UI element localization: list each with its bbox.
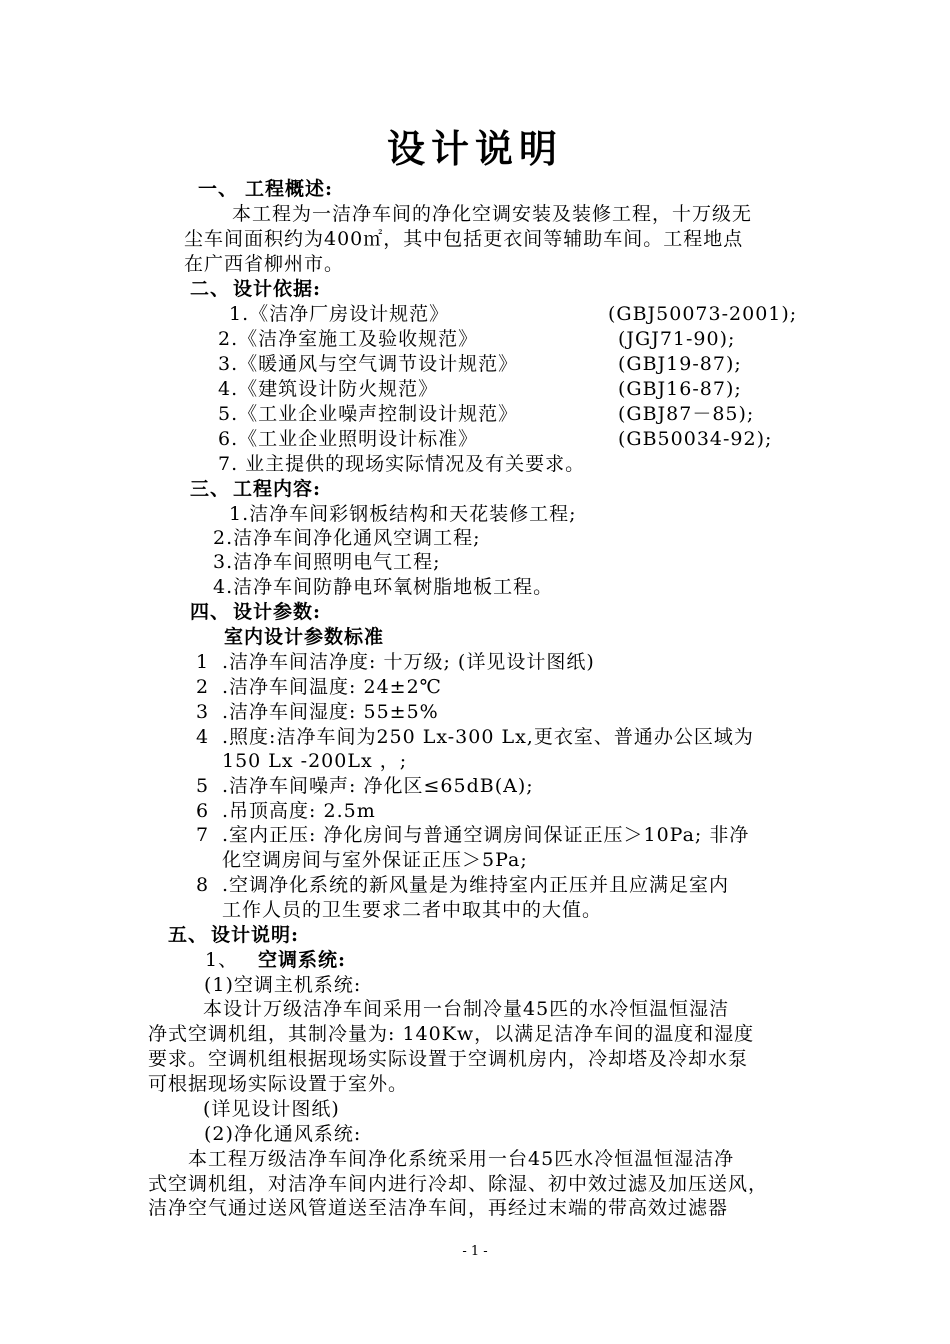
paragraph-line: 本设计万级洁净车间采用一台制冷量45匹的水冷恒温恒湿洁	[203, 998, 730, 1020]
page-title: 设计说明	[386, 126, 563, 171]
section-4-number: 四、	[190, 601, 231, 623]
reference-code: (GBJ19-87);	[618, 353, 742, 375]
reference-code: (GB50034-92);	[618, 428, 773, 450]
paragraph-line: 可根据现场实际设置于室外。	[148, 1073, 409, 1095]
reference-code: (GBJ87－85);	[618, 403, 755, 425]
param-line: .吊顶高度: 2.5m	[222, 800, 376, 822]
reference-code: (GBJ16-87);	[618, 378, 742, 400]
param-number: 3	[196, 701, 210, 723]
content-item: 3.洁净车间照明电气工程;	[213, 551, 441, 573]
section-1-paragraph-line: 本工程为一洁净车间的净化空调安装及装修工程，十万级无	[232, 203, 753, 225]
param-line: .照度:洁净车间为250 Lx-300 Lx,更衣室、普通办公区域为	[222, 726, 754, 748]
param-line: .室内正压: 净化房间与普通空调房间保证正压＞10Pa; 非净	[222, 824, 750, 846]
section-5-heading: 设计说明:	[211, 924, 300, 946]
param-line: .洁净车间噪声: 净化区≤65dB(A);	[222, 775, 534, 797]
section-1-heading: 工程概述:	[245, 178, 334, 200]
paragraph-line: 要求。空调机组根据现场实际设置于空调机房内，冷却塔及冷却水泵	[148, 1048, 749, 1070]
param-line: .洁净车间温度: 24±2℃	[222, 676, 442, 698]
section-2-heading: 设计依据:	[233, 278, 322, 300]
section-4-subheading: 室内设计参数标准	[224, 626, 385, 648]
reference-item: 7. 业主提供的现场实际情况及有关要求。	[218, 453, 586, 475]
param-number: 8	[196, 874, 210, 896]
section-3-number: 三、	[190, 478, 231, 500]
param-number: 4	[196, 726, 210, 748]
section-5-number: 五、	[168, 924, 209, 946]
page-number: - 1 -	[462, 1244, 488, 1259]
content-item: 1.洁净车间彩钢板结构和天花装修工程;	[229, 503, 577, 525]
param-line: .洁净车间洁净度: 十万级; (详见设计图纸)	[222, 651, 595, 673]
param-number: 1	[196, 651, 210, 673]
paragraph-line: 本工程万级洁净车间净化系统采用一台45匹水冷恒温恒湿洁净	[188, 1148, 735, 1170]
param-number: 7	[196, 824, 210, 846]
paragraph-line: 洁净空气通过送风管道送至洁净车间，再经过末端的带高效过滤器	[148, 1197, 729, 1219]
param-line: 150 Lx -200Lx ，;	[222, 750, 408, 772]
section-4-heading: 设计参数:	[233, 601, 322, 623]
section-1-number: 一、	[198, 178, 239, 200]
reference-item: 6.《工业企业照明设计标准》	[218, 428, 479, 450]
reference-item: 4.《建筑设计防火规范》	[218, 378, 439, 400]
param-line: 化空调房间与室外保证正压＞5Pa;	[222, 849, 528, 871]
reference-code: (JGJ71-90);	[618, 328, 736, 350]
paragraph-line: 式空调机组，对洁净车间内进行冷却、除湿、初中效过滤及加压送风，	[148, 1173, 769, 1195]
part-heading: (2)净化通风系统:	[204, 1123, 362, 1145]
subsection-number: 1、	[205, 949, 239, 971]
section-1-paragraph-line: 尘车间面积约为400㎡，其中包括更衣间等辅助车间。工程地点	[184, 228, 744, 250]
section-1-paragraph-line: 在广西省柳州市。	[184, 253, 345, 275]
subsection-heading: 空调系统:	[258, 949, 347, 971]
param-line: .洁净车间湿度: 55±5%	[222, 701, 439, 723]
reference-code: (GBJ50073-2001);	[608, 303, 798, 325]
param-number: 6	[196, 800, 210, 822]
param-line: 工作人员的卫生要求二者中取其中的大值。	[222, 899, 603, 921]
section-2-number: 二、	[190, 278, 231, 300]
reference-item: 2.《洁净室施工及验收规范》	[218, 328, 479, 350]
param-number: 5	[196, 775, 210, 797]
param-line: .空调净化系统的新风量是为维持室内正压并且应满足室内	[222, 874, 730, 896]
note-line: (详见设计图纸)	[203, 1098, 340, 1120]
reference-item: 3.《暖通风与空气调节设计规范》	[218, 353, 519, 375]
paragraph-line: 净式空调机组，其制冷量为: 140Kw，以满足洁净车间的温度和湿度	[148, 1023, 755, 1045]
reference-item: 5.《工业企业噪声控制设计规范》	[218, 403, 519, 425]
part-heading: (1)空调主机系统:	[204, 974, 362, 996]
reference-item: 1.《洁净厂房设计规范》	[229, 303, 450, 325]
content-item: 4.洁净车间防静电环氧树脂地板工程。	[213, 576, 554, 598]
content-item: 2.洁净车间净化通风空调工程;	[213, 527, 481, 549]
param-number: 2	[196, 676, 210, 698]
section-3-heading: 工程内容:	[233, 478, 322, 500]
